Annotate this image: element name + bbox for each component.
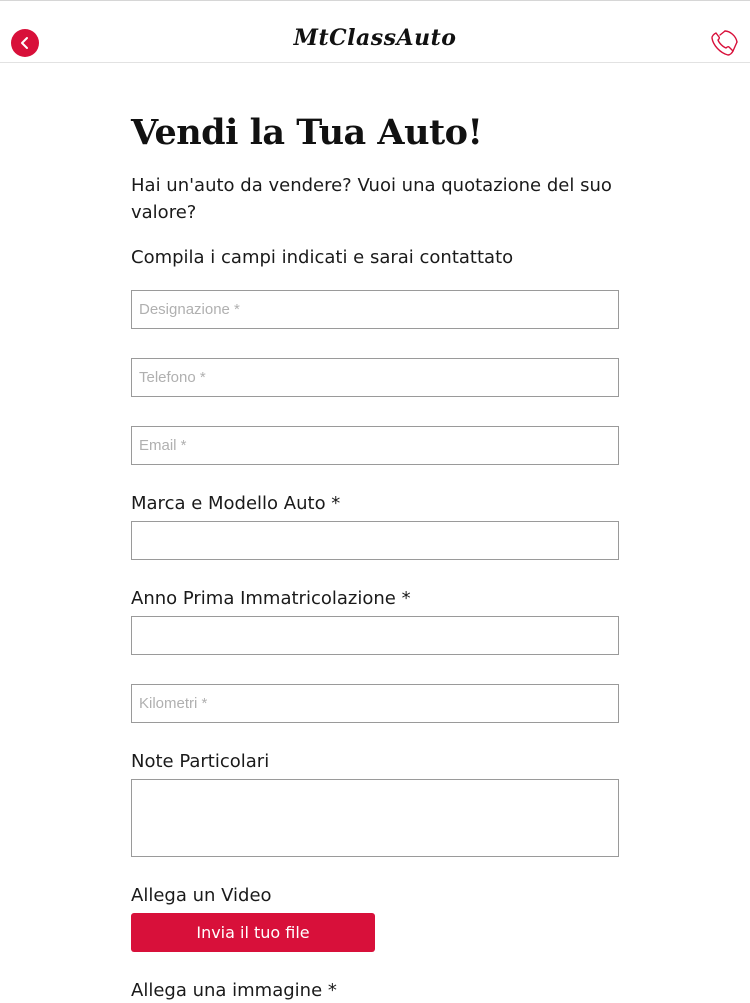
telefono-input[interactable] <box>131 358 619 397</box>
anno-label: Anno Prima Immatricolazione * <box>131 588 411 609</box>
marca-label: Marca e Modello Auto * <box>131 493 341 514</box>
brand-logo[interactable]: MtClassAuto <box>293 25 457 51</box>
phone-icon <box>708 27 742 59</box>
top-nav-bar <box>0 0 750 63</box>
kilometri-input[interactable] <box>131 684 619 723</box>
marca-modello-input[interactable] <box>131 521 619 560</box>
phone-button[interactable] <box>708 27 742 59</box>
page-title: Vendi la Tua Auto! <box>131 112 483 153</box>
note-textarea[interactable] <box>131 779 619 857</box>
anno-immatricolazione-input[interactable] <box>131 616 619 655</box>
instructions-text: Compila i campi indicati e sarai contattato <box>131 247 514 268</box>
upload-file-button[interactable]: Invia il tuo file <box>131 913 375 952</box>
intro-text: Hai un'auto da vendere? Vuoi una quotazione del suo valore? <box>131 175 612 223</box>
video-label: Allega un Video <box>131 885 272 906</box>
email-input[interactable] <box>131 426 619 465</box>
designazione-input[interactable] <box>131 290 619 329</box>
note-label: Note Particolari <box>131 751 270 772</box>
image-label: Allega una immagine * <box>131 980 337 1001</box>
